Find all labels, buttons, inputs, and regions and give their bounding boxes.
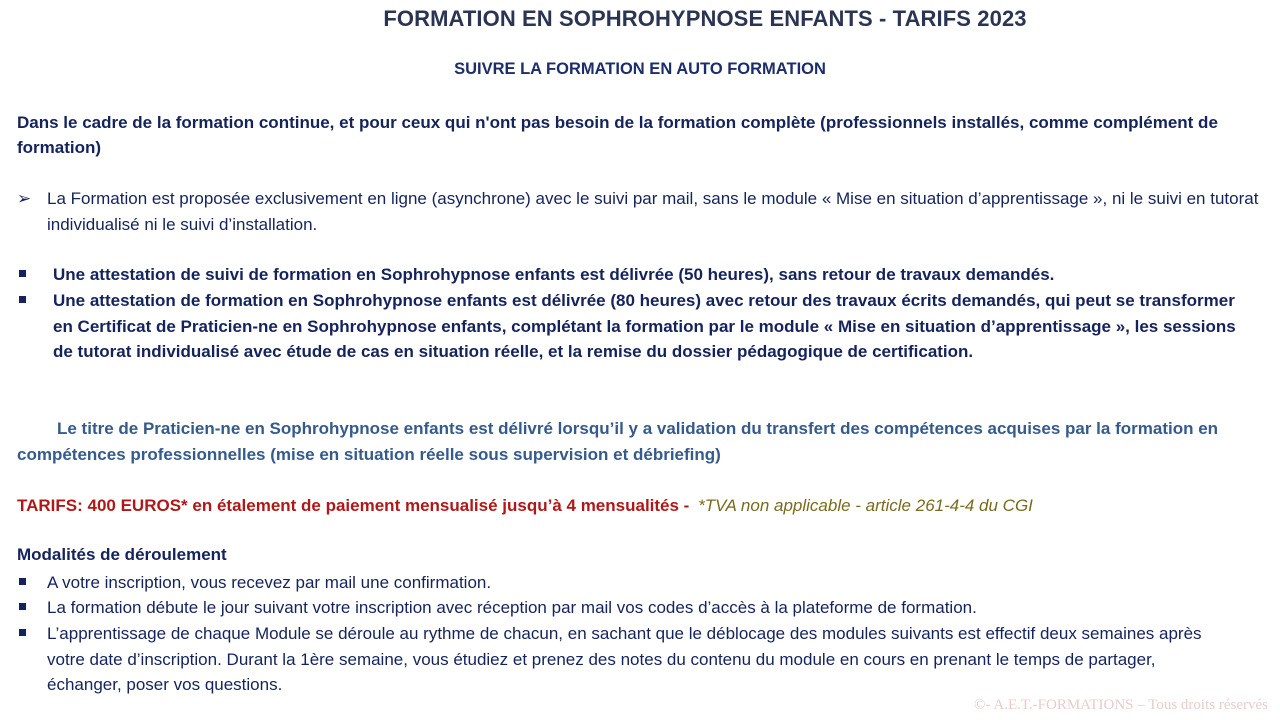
arrow-bullet-icon: ➢ <box>17 189 32 208</box>
online-format-text: La Formation est proposée exclusivement en ligne (asynchrone) avec le suivi par mail, sans le module « Mise en situation d’apprentissage », ni le suivi en tutorat individualisé ni le suivi d’installation. <box>47 189 1259 234</box>
page-subtitle: SUIVRE LA FORMATION EN AUTO FORMATION <box>454 60 826 78</box>
copyright-notice: ©- A.E.T.-FORMATIONS – Tous droits réservés <box>974 697 1268 713</box>
attestation-item-2 <box>0 288 1250 365</box>
intro-paragraph: Dans le cadre de la formation continue, et pour ceux qui n'ont pas besoin de la formation complète (professionnels installés, comme complément de formation) <box>17 113 1218 157</box>
modalites-text: L’apprentissage de chaque Module se déroule au rythme de chacun, en sachant que le déblocage des modules suivants est effectif deux semaines après votre date d’inscription. Durant la 1ère semaine, vous étudiez et prenez des notes du contenu du module en cours en prenant le temps de partager, échanger, poser vos questions. <box>47 624 1202 694</box>
page-title: FORMATION EN SOPHROHYPNOSE ENFANTS - TARIFS 2023 <box>383 6 1027 31</box>
modalites-item-1 <box>0 570 1260 596</box>
attestation-text: Une attestation de suivi de formation en Sophrohypnose enfants est délivrée (50 heures), sans retour de travaux demandés. <box>53 265 1055 284</box>
tarifs-main: TARIFS: 400 EUROS* en étalement de paiement mensualisé jusqu’à 4 mensualités - <box>17 496 690 515</box>
online-format-item <box>0 186 1260 237</box>
square-bullet-icon <box>19 603 26 610</box>
attestation-item-1 <box>0 262 1250 288</box>
tarifs-line <box>17 493 1267 518</box>
square-bullet-icon <box>19 296 26 303</box>
praticien-paragraph <box>17 416 1247 468</box>
attestation-text: Une attestation de formation en Sophrohypnose enfants est délivrée (80 heures) avec retour des travaux écrits demandés, qui peut se transformer en Certificat de Praticien-ne en Sophrohypnose enfants, complétant la formation par le module « Mise en situation d’apprentissage », les sessions de tutorat individualisé avec étude de cas en situation réelle, et la remise du dossier pédagogique de certification. <box>53 291 1236 361</box>
modalites-text: A votre inscription, vous recevez par mail une confirmation. <box>47 573 492 592</box>
modalites-item-2 <box>0 595 1260 621</box>
tva-note: *TVA non applicable - article 261-4-4 du CGI <box>698 496 1033 515</box>
square-bullet-icon <box>19 270 26 277</box>
modalites-heading: Modalités de déroulement <box>17 545 227 564</box>
praticien-text: Le titre de Praticien-ne en Sophrohypnose enfants est délivré lorsqu’il y a validation du transfert des compétences acquises par la formation en compétences professionnelles (mise en situation réelle sous supervision et débriefing) <box>17 419 1219 464</box>
modalites-item-3 <box>0 621 1230 698</box>
square-bullet-icon <box>19 629 26 636</box>
square-bullet-icon <box>19 578 26 585</box>
modalites-text: La formation débute le jour suivant votre inscription avec réception par mail vos codes d’accès à la plateforme de formation. <box>47 598 977 617</box>
